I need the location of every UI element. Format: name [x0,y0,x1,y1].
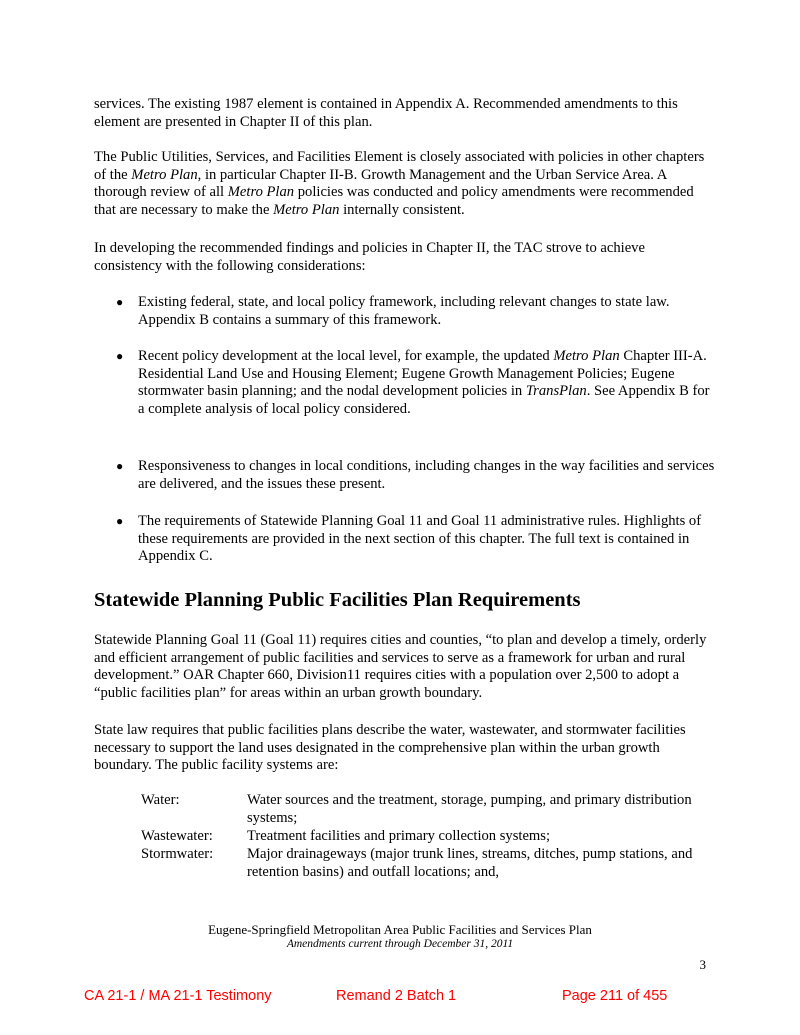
state-law-paragraph: State law requires that public facilities plans describe the water, wastewater, and stormwater facilities necessary to support the land uses designated in the comprehensive plan within the urban growth boundary. The public facility systems are: [94,722,686,774]
bullet-item: ● Recent policy development at the local level, for example, the updated Metro Plan Chapter III-A. Residential Land Use and Housing Element; Eugene Growth Management Policies; Eugene stormwater basin planning; and the nodal development policies in TransPlan. See Appendix B for a complete analysis of local policy considered. [116,348,710,417]
stamp-batch: Remand 2 Batch 1 [336,988,457,1004]
footer-title: Eugene-Springfield Metropolitan Area Public Facilities and Services Plan [208,922,592,937]
bullet-item: ● Responsiveness to changes in local conditions, including changes in the way facilities and services are delivered, and the issues these present. [116,458,715,492]
bullet-item: ● Existing federal, state, and local policy framework, including relevant changes to state law. Appendix B contains a summary of this framework. [116,294,670,328]
section-heading: Statewide Planning Public Facilities Plan Requirements [94,589,581,611]
bullet-icon: ● [116,459,124,473]
footer-subtitle: Amendments current through December 31, 2011 [286,938,514,950]
system-row-wastewater: Wastewater: Treatment facilities and primary collection systems; [141,828,551,844]
bullet-icon: ● [116,514,124,528]
bullet-icon: ● [116,349,124,363]
intro-paragraph: services. The existing 1987 element is contained in Appendix A. Recommended amendments to this element are presented in Chapter II of this plan. [94,96,678,130]
goal11-paragraph: Statewide Planning Goal 11 (Goal 11) requires cities and counties, “to plan and develop a timely, orderly and efficient arrangement of public facilities and services to serve as a framework for urban and rural development.” OAR Chapter 660, Division11 requires cities with a population over 2,500 to adopt a “public facilities plan” for areas within an urban growth boundary. [94,632,707,701]
system-row-water: Water: Water sources and the treatment, storage, pumping, and primary distribution systems; [141,792,692,826]
system-row-stormwater: Stormwater: Major drainageways (major trunk lines, streams, ditches, pump stations, and retention basins) and outfall locations; and, [141,846,693,880]
developing-paragraph: In developing the recommended findings and policies in Chapter II, the TAC strove to achieve consistency with the following considerations: [94,240,645,274]
association-paragraph: The Public Utilities, Services, and Facilities Element is closely associated with policies in other chapters of the Metro Plan, in particular Chapter II-B. Growth Management and the Urban Service Area. A thorough review of all Metro Plan policies was conducted and policy amendments were recommended that are necessary to make the Metro Plan internally consistent. [94,149,705,218]
bullet-item: ● The requirements of Statewide Planning Goal 11 and Goal 11 administrative rules. Highlights of these requirements are provided in the next section of this chapter. The full text is contained in Appendix C. [116,513,702,565]
page-number: 3 [699,957,706,972]
stamp-testimony: CA 21-1 / MA 21-1 Testimony [84,988,272,1004]
bullet-icon: ● [116,295,124,309]
stamp-page-count: Page 211 of 455 [562,988,668,1004]
